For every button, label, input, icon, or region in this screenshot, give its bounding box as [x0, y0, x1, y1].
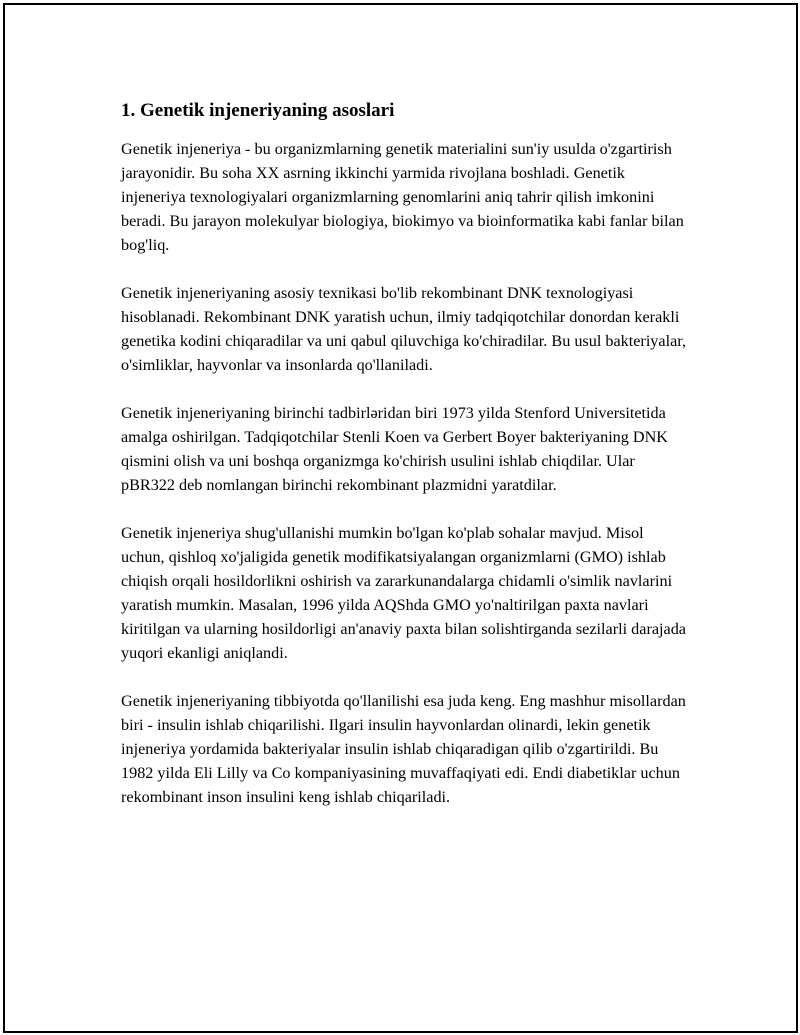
paragraph: Genetik injeneriyaning tibbiyotda qo'llanilishi esa juda keng. Eng mashhur misollardan biri - insulin ishlab chiqarilishi. Ilgari insulin hayvonlardan olinardi, lekin genetik injeneriya yordamida bakteriyalar insulin ishlab chiqaradigan qilib o'zgartirildi. Bu 1982 yilda Eli Lilly va Co kompaniyasining muvaffaqiyati edi. Endi diabetiklar uchun rekombinant inson insulini keng ishlab chiqariladi. — [121, 692, 686, 806]
paragraph: Genetik injeneriya shug'ullanishi mumkin bo'lgan ko'plab sohalar mavjud. Misol uchun, qishloq xo'jaligida genetik modifikatsiyalangan organizmlarni (GMO) ishlab chiqish orqali hosildorlikni oshirish va zararkunandalarga chidamli o'simlik navlarini yaratish mumkin. Masalan, 1996 yilda AQShda GMO yo'naltirilgan paxta navlari kiritilgan va ularning hosildorligi an'anaviy paxta bilan solishtirganda sezilarli darajada yuqori ekanligi aniqlandi. — [121, 524, 686, 662]
section-heading: 1. Genetik injeneriyaning asoslari — [121, 100, 395, 121]
paragraph: Genetik injeneriyaning birinchi tadbirləridan biri 1973 yilda Stenford Universitetida amalga oshirilgan. Tadqiqotchilar Stenli Koen va Gerbert Boyer bakteriyaning DNK qismini olish va uni boshqa organizmga ko'chirish usulini ishlab chiqdilar. Ular pBR322 deb nomlangan birinchi rekombinant plazmidni yaratdilar. — [121, 404, 668, 494]
paragraph: Genetik injeneriyaning asosiy texnikasi bo'lib rekombinant DNK texnologiyasi hisoblanadi. Rekombinant DNK yaratish uchun, ilmiy tadqiqotchilar donordan kerakli genetika kodini chiqaradilar va uni qabul qiluvchiga ko'chiradilar. Bu usul bakteriyalar, o'simliklar, hayvonlar va insonlarda qo'llaniladi. — [121, 284, 687, 374]
paragraph: Genetik injeneriya - bu organizmlarning genetik materialini sun'iy usulda o'zgartirish jarayonidir. Bu soha XX asrning ikkinchi yarmida rivojlana boshladi. Genetik injeneriya texnologiyalari organizmlarning genomlarini aniq tahrir qilish imkonini beradi. Bu jarayon molekulyar biologiya, biokimyo va bioinformatika kabi fanlar bilan bog'liq. — [121, 140, 684, 254]
document-body — [121, 99, 691, 833]
document-page — [3, 3, 798, 1033]
